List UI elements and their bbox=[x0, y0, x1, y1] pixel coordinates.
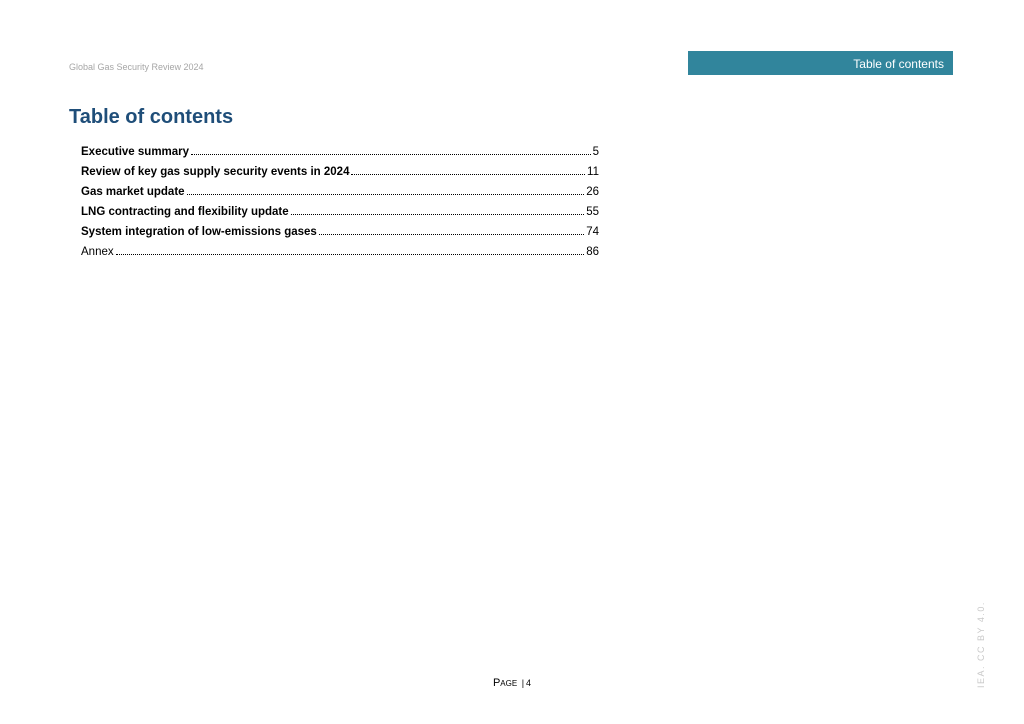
toc-entry-page: 55 bbox=[586, 206, 599, 218]
toc-entry-system-integration-of-low-emissions-gases[interactable] bbox=[81, 225, 599, 245]
toc-entry-gas-market-update[interactable] bbox=[81, 185, 599, 205]
toc-dot-leader bbox=[291, 213, 585, 215]
section-tab: Table of contents bbox=[688, 51, 953, 75]
toc-entry-page: 26 bbox=[586, 186, 599, 198]
page-footer bbox=[0, 677, 1024, 689]
toc-entry-annex[interactable] bbox=[81, 245, 599, 265]
toc-dot-leader bbox=[116, 253, 585, 255]
toc-dot-leader bbox=[191, 153, 591, 155]
toc-entry-label: Gas market update bbox=[81, 186, 185, 198]
toc-entry-review-of-key-gas-supply-security-events[interactable] bbox=[81, 165, 599, 185]
page-separator: | bbox=[521, 678, 525, 688]
toc-entry-executive-summary[interactable] bbox=[81, 145, 599, 165]
toc-dot-leader bbox=[319, 233, 584, 235]
toc-entry-label: Executive summary bbox=[81, 146, 190, 158]
table-of-contents bbox=[81, 145, 599, 265]
page-word: Page bbox=[492, 677, 518, 689]
toc-dot-leader bbox=[187, 193, 585, 195]
running-header-title: Global Gas Security Review 2024 bbox=[69, 62, 204, 72]
toc-entry-label: LNG contracting and flexibility update bbox=[81, 206, 289, 218]
toc-entry-lng-contracting-and-flexibility-update[interactable] bbox=[81, 205, 599, 225]
toc-entry-label: Annex bbox=[81, 246, 114, 258]
toc-entry-page: 5 bbox=[592, 146, 599, 158]
page-title: Table of contents bbox=[69, 106, 234, 128]
toc-dot-leader bbox=[351, 173, 585, 175]
page-number: 4 bbox=[526, 678, 532, 688]
toc-entry-page: 86 bbox=[586, 246, 599, 258]
toc-entry-page: 74 bbox=[586, 226, 599, 238]
license-watermark: IEA. CC BY 4.0. bbox=[976, 601, 986, 688]
toc-entry-page: 11 bbox=[587, 166, 599, 178]
toc-entry-label: Review of key gas supply security events in 2024 bbox=[81, 166, 350, 178]
toc-entry-label: System integration of low-emissions gases bbox=[81, 226, 317, 238]
